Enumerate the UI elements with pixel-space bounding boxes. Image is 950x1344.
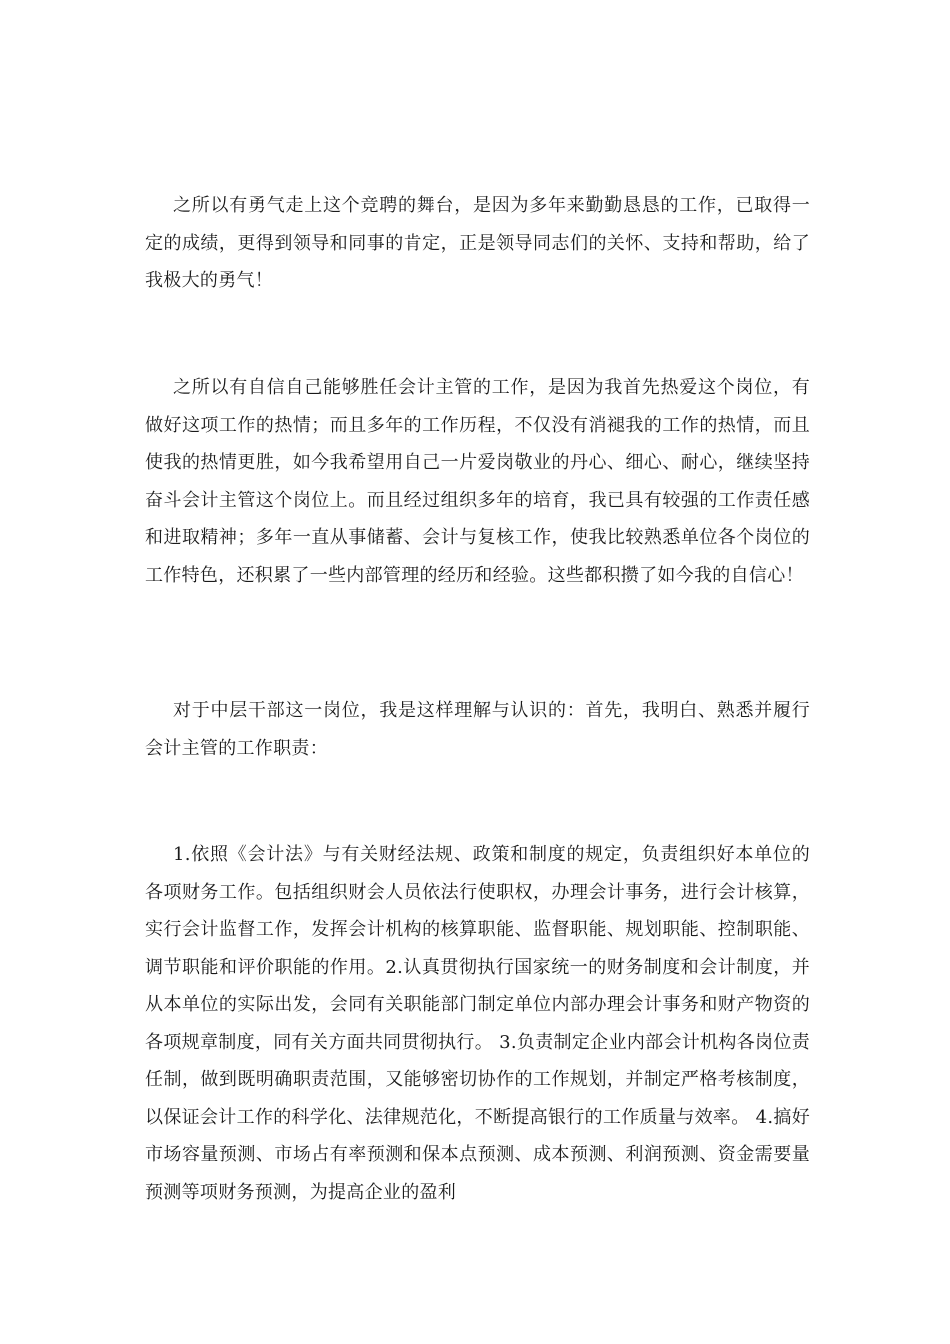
paragraph-courage: 之所以有勇气走上这个竞聘的舞台，是因为多年来勤勤恳恳的工作，已取得一定的成绩，更得到领导和同事的肯定，正是领导同志们的关怀、支持和帮助，给了我极大的勇气！ (145, 195, 810, 291)
paragraph-confidence: 之所以有自信自己能够胜任会计主管的工作，是因为我首先热爱这个岗位，有做好这项工作的热情；而且多年的工作历程，不仅没有消褪我的工作的热情，而且使我的热情更胜，如今我希望用自己一片爱岗敬业的丹心、细心、耐心，继续坚持奋斗会计主管这个岗位上。而且经过组织多年的培育，我已具有较强的工作责任感和进取精神；多年一直从事储蓄、会计与复核工作，使我比较熟悉单位各个岗位的工作特色，还积累了一些内部管理的经历和经验。这些都积攒了如今我的自信心！ (145, 377, 810, 586)
paragraph-duties-list: 1.依照《会计法》与有关财经法规、政策和制度的规定，负责组织好本单位的各项财务工作。包括组织财会人员依法行使职权，办理会计事务，进行会计核算，实行会计监督工作，发挥会计机构的核算职能、监督职能、规划职能、控制职能、调节职能和评价职能的作用。2.认真贯彻执行国家统一的财务制度和会计制度，并从本单位的实际出发，会同有关职能部门制定单位内部办理会计事务和财产物资的各项规章制度，同有关方面共同贯彻执行。 3.负责制定企业内部会计机构各岗位责任制，做到既明确职责范围，又能够密切协作的工作规划，并制定严格考核制度，以保证会计工作的科学化、法律规范化，不断提高银行的工作质量与效率。 4.搞好市场容量预测、市场占有率预测和保本点预测、成本预测、利润预测、资金需要量预测等项财务预测，为提高企业的盈利 (145, 844, 810, 1203)
paragraph-understanding: 对于中层干部这一岗位，我是这样理解与认识的：首先，我明白、熟悉并履行会计主管的工作职责： (145, 700, 810, 759)
